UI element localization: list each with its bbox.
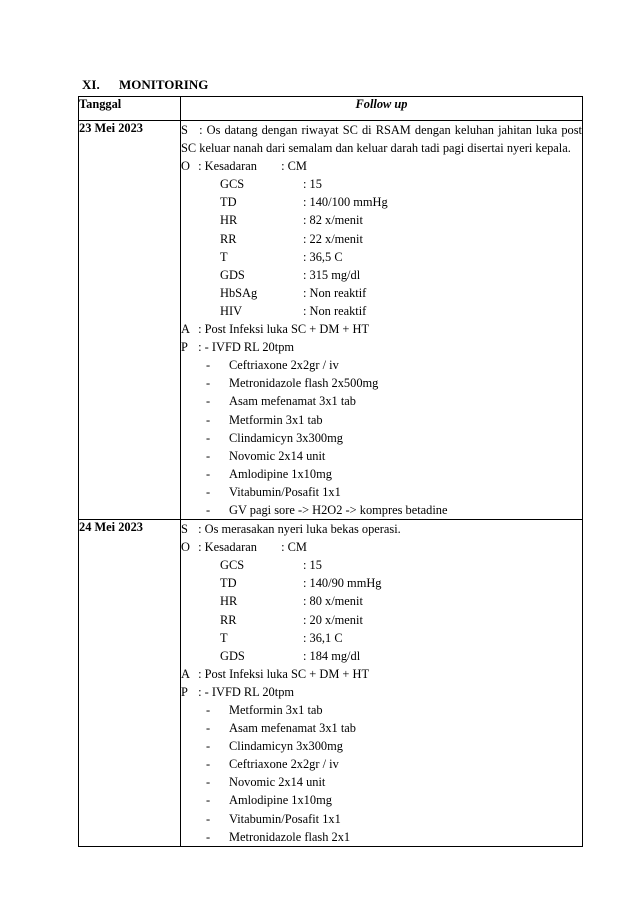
- medication-text: Asam mefenamat 3x1 tab: [229, 394, 356, 409]
- entry-date: 24 Mei 2023: [79, 520, 181, 847]
- table-row: [79, 520, 583, 847]
- vital-row: [181, 302, 582, 320]
- vital-key: TD: [220, 576, 237, 591]
- plan-text: : - IVFD RL 20tpm: [198, 684, 295, 699]
- subjective-line: [181, 121, 582, 157]
- vital-key: : Kesadaran: [198, 159, 257, 174]
- vital-row: [181, 647, 582, 665]
- medication-item: [181, 411, 582, 429]
- soap-label-o: O: [181, 540, 190, 555]
- medication-item: [181, 429, 582, 447]
- vital-key: GCS: [220, 177, 245, 192]
- vital-key: TD: [220, 195, 237, 210]
- medication-item: [181, 828, 582, 846]
- vital-row: [181, 248, 582, 266]
- medication-text: Metronidazole flash 2x500mg: [229, 376, 379, 391]
- follow-up-cell: [181, 520, 583, 847]
- assessment-line: [181, 665, 582, 683]
- medication-item: [181, 719, 582, 737]
- list-dash: -: [206, 793, 211, 808]
- subjective-text: : Os merasakan nyeri luka bekas operasi.: [198, 522, 401, 537]
- vital-row: [181, 284, 582, 302]
- list-dash: -: [206, 775, 211, 790]
- vital-value: : Non reaktif: [303, 285, 367, 300]
- vital-key: T: [220, 630, 228, 645]
- monitoring-table: [78, 96, 583, 847]
- section-title: MONITORING: [119, 77, 209, 92]
- medication-text: Novomic 2x14 unit: [229, 448, 326, 463]
- list-dash: -: [206, 502, 211, 517]
- vital-row: [181, 629, 582, 647]
- vital-value: : CM: [281, 540, 307, 555]
- objective-line: [181, 538, 582, 556]
- vital-value: : 140/90 mmHg: [303, 576, 382, 591]
- assessment-text: : Post Infeksi luka SC + DM + HT: [198, 666, 370, 681]
- vital-value: : CM: [281, 159, 307, 174]
- medication-text: Vitabumin/Posafit 1x1: [229, 811, 341, 826]
- list-dash: -: [206, 412, 211, 427]
- section-heading: [82, 77, 208, 93]
- list-dash: -: [206, 811, 211, 826]
- vital-row: [181, 611, 582, 629]
- medication-text: Vitabumin/Posafit 1x1: [229, 484, 341, 499]
- medication-text: GV pagi sore -> H2O2 -> kompres betadine: [229, 502, 448, 517]
- medication-text: Asam mefenamat 3x1 tab: [229, 721, 356, 736]
- list-dash: -: [206, 448, 211, 463]
- plan-line: [181, 683, 582, 701]
- vital-key: T: [220, 249, 228, 264]
- vital-key: RR: [220, 612, 237, 627]
- soap-label-s: S: [181, 123, 188, 137]
- medication-item: [181, 392, 582, 410]
- assessment-text: : Post Infeksi luka SC + DM + HT: [198, 322, 370, 337]
- soap-label-a: A: [181, 322, 190, 337]
- subjective-text: : Os datang dengan riwayat SC di RSAM dengan keluhan jahitan luka post SC keluar nanah dari semalam dan keluar darah tadi pagi disertai nyeri kepala.: [181, 123, 582, 156]
- medication-item: [181, 773, 582, 791]
- list-dash: -: [206, 757, 211, 772]
- vital-value: : 20 x/menit: [303, 612, 363, 627]
- soap-label-p: P: [181, 340, 188, 355]
- col-header-date: Tanggal: [79, 97, 181, 121]
- medication-text: Amlodipine 1x10mg: [229, 466, 332, 481]
- vital-value: : 15: [303, 558, 322, 573]
- medication-text: Ceftriaxone 2x2gr / iv: [229, 757, 339, 772]
- medication-item: [181, 791, 582, 809]
- medication-text: Amlodipine 1x10mg: [229, 793, 332, 808]
- objective-line: [181, 157, 582, 175]
- vital-key: GDS: [220, 648, 245, 663]
- vital-value: : 184 mg/dl: [303, 648, 361, 663]
- vital-value: : 15: [303, 177, 322, 192]
- section-number: XI.: [82, 77, 100, 92]
- medication-text: Metformin 3x1 tab: [229, 703, 323, 717]
- assessment-line: [181, 320, 582, 338]
- list-dash: -: [206, 358, 211, 373]
- soap-label-s: S: [181, 522, 188, 537]
- vital-key: GDS: [220, 267, 245, 282]
- soap-label-o: O: [181, 159, 190, 174]
- vital-key: HbSAg: [220, 285, 258, 300]
- vital-key: HR: [220, 594, 238, 609]
- soap-label-p: P: [181, 684, 188, 699]
- vital-row: [181, 193, 582, 211]
- vital-row: [181, 230, 582, 248]
- vital-value: : 315 mg/dl: [303, 267, 361, 282]
- medication-item: [181, 447, 582, 465]
- vital-value: : 140/100 mmHg: [303, 195, 388, 210]
- medication-text: Novomic 2x14 unit: [229, 775, 326, 790]
- vital-value: : 36,1 C: [303, 630, 343, 645]
- medication-item: [181, 701, 582, 719]
- list-dash: -: [206, 394, 211, 409]
- list-dash: -: [206, 721, 211, 736]
- medication-text: Ceftriaxone 2x2gr / iv: [229, 358, 339, 373]
- medication-item: [181, 737, 582, 755]
- plan-text: : - IVFD RL 20tpm: [198, 340, 295, 355]
- vital-key: HR: [220, 213, 238, 228]
- subjective-line: [181, 520, 582, 538]
- list-dash: -: [206, 430, 211, 445]
- medication-item: [181, 374, 582, 392]
- list-dash: -: [206, 739, 211, 754]
- plan-line: [181, 338, 582, 356]
- medication-item: [181, 483, 582, 501]
- vital-value: : 82 x/menit: [303, 213, 363, 228]
- soap-label-a: A: [181, 666, 190, 681]
- medication-item: [181, 356, 582, 374]
- medication-item: [181, 755, 582, 773]
- list-dash: -: [206, 376, 211, 391]
- medication-item: [181, 465, 582, 483]
- vital-value: : 80 x/menit: [303, 594, 363, 609]
- medication-text: Clindamicyn 3x300mg: [229, 739, 343, 754]
- vital-key: HIV: [220, 303, 243, 318]
- table-row: [79, 121, 583, 520]
- medication-text: Clindamicyn 3x300mg: [229, 430, 343, 445]
- vital-row: [181, 556, 582, 574]
- vital-row: [181, 175, 582, 193]
- medication-item: [181, 501, 582, 519]
- vital-key: : Kesadaran: [198, 540, 257, 555]
- vital-key: RR: [220, 231, 237, 246]
- vital-row: [181, 574, 582, 592]
- vital-row: [181, 211, 582, 229]
- medication-text: Metronidazole flash 2x1: [229, 829, 351, 844]
- vital-key: GCS: [220, 558, 245, 573]
- list-dash: -: [206, 466, 211, 481]
- vital-row: [181, 592, 582, 610]
- medication-text: Metformin 3x1 tab: [229, 412, 323, 427]
- list-dash: -: [206, 484, 211, 499]
- vital-value: : 22 x/menit: [303, 231, 363, 246]
- vital-value: : 36,5 C: [303, 249, 343, 264]
- vital-row: [181, 266, 582, 284]
- medication-item: [181, 810, 582, 828]
- vital-value: : Non reaktif: [303, 303, 367, 318]
- list-dash: -: [206, 703, 211, 717]
- entry-date: 23 Mei 2023: [79, 121, 181, 520]
- list-dash: -: [206, 829, 211, 844]
- follow-up-cell: [181, 121, 583, 520]
- col-header-follow-up: Follow up: [181, 97, 583, 121]
- table-header-row: [79, 97, 583, 121]
